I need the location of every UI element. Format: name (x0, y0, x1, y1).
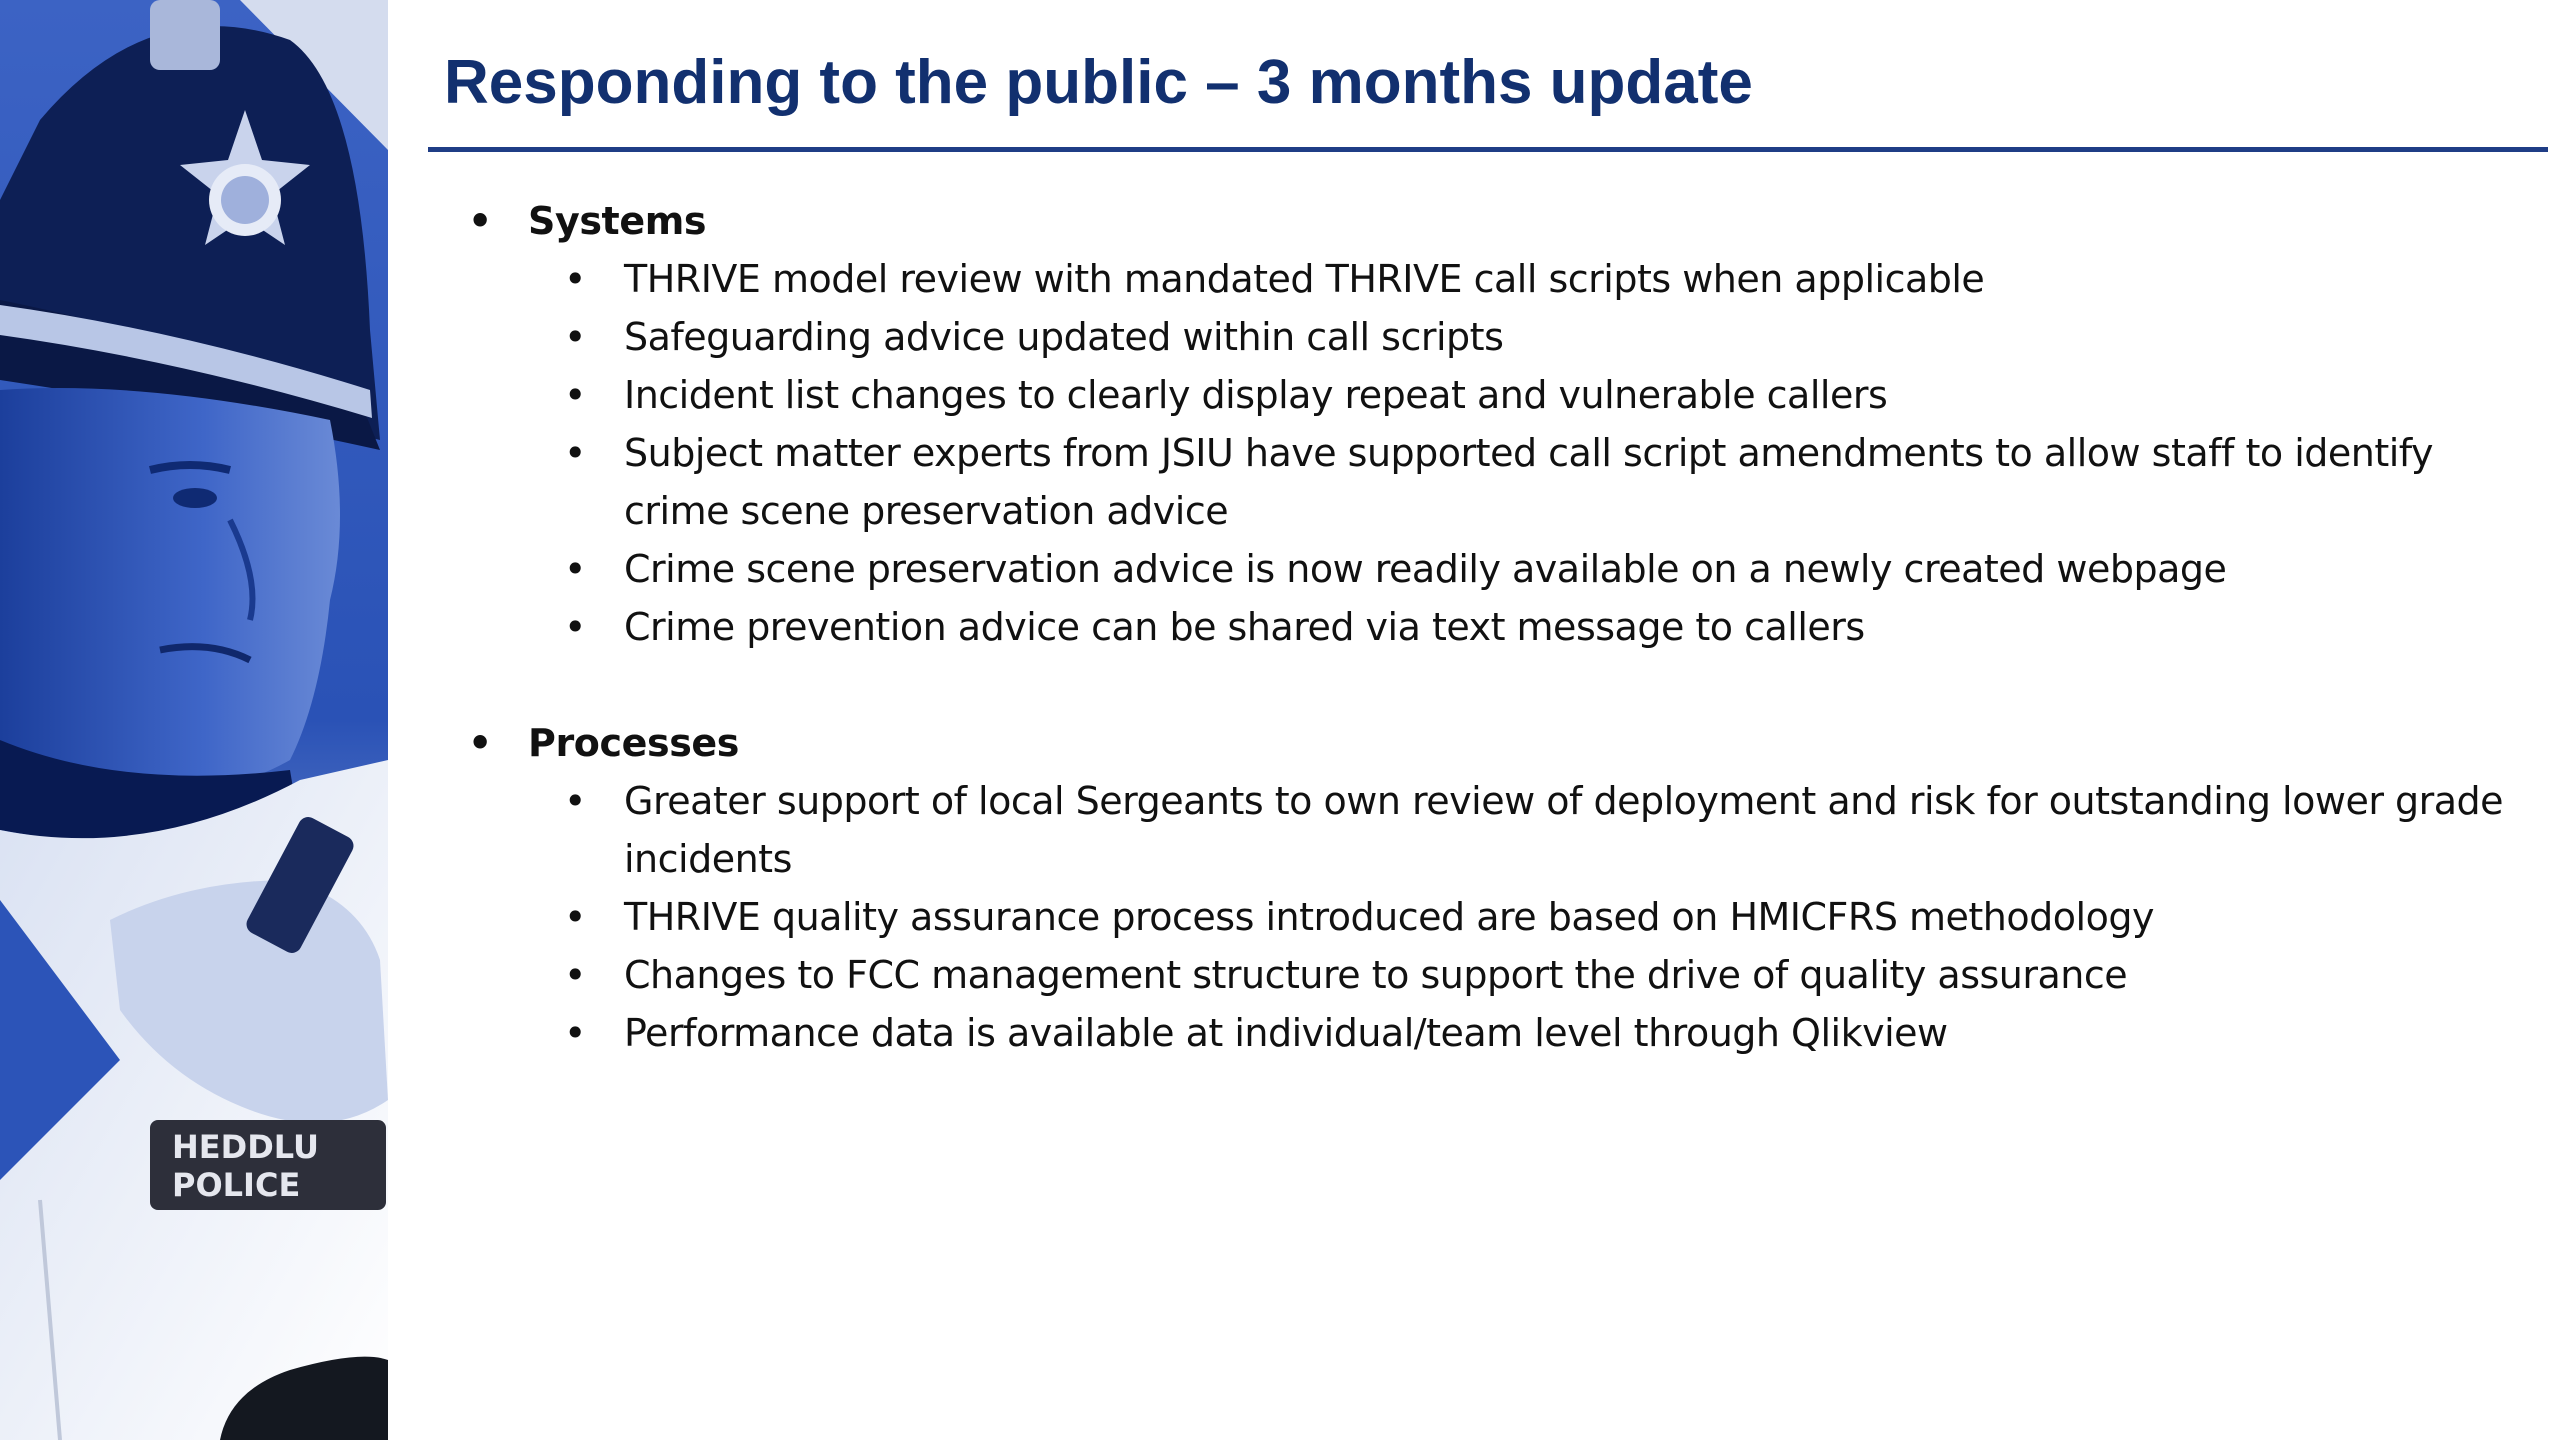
list-item (460, 308, 2520, 366)
list-item (460, 366, 2520, 424)
list-item-text: Performance data is available at individual/team level through Qlikview (624, 1011, 1948, 1055)
bullet-icon: • (564, 779, 586, 823)
list-item-text: Changes to FCC management structure to support the drive of quality assurance (624, 953, 2128, 997)
list-item-text: Subject matter experts from JSIU have supported call script amendments to allow staff to identify crime scene preservation advice (624, 431, 2434, 533)
list-item-text: Crime prevention advice can be shared via text message to callers (624, 605, 1865, 649)
list-item (460, 424, 2520, 540)
police-officer-photo (0, 0, 388, 1440)
section-heading-label: Systems (528, 199, 707, 243)
list-item (460, 772, 2520, 888)
bullet-icon: • (564, 953, 586, 997)
bullet-icon: • (564, 257, 586, 301)
list-item (460, 946, 2520, 1004)
bullet-icon: • (564, 315, 586, 359)
section-heading-label: Processes (528, 721, 740, 765)
bullet-icon: • (564, 1011, 586, 1055)
list-item-text: THRIVE model review with mandated THRIVE call scripts when applicable (624, 257, 1985, 301)
bullet-icon: • (468, 199, 492, 243)
bullet-icon: • (564, 431, 586, 475)
list-item-text: Incident list changes to clearly display repeat and vulnerable callers (624, 373, 1888, 417)
section-heading (460, 714, 2520, 772)
badge-text-line2: POLICE (172, 1166, 301, 1204)
list-item-text: Safeguarding advice updated within call scripts (624, 315, 1504, 359)
section-systems (460, 192, 2520, 656)
list-item (460, 598, 2520, 656)
list-item (460, 540, 2520, 598)
list-item (460, 1004, 2520, 1062)
list-item (460, 250, 2520, 308)
slide-content (460, 192, 2520, 1062)
list-item-text: THRIVE quality assurance process introduced are based on HMICFRS methodology (624, 895, 2154, 939)
bullet-icon: • (564, 605, 586, 649)
list-item (460, 888, 2520, 946)
bullet-icon: • (564, 895, 586, 939)
bullet-icon: • (468, 721, 492, 765)
bullet-icon: • (564, 547, 586, 591)
bullet-list (460, 772, 2520, 1062)
badge-text-line1: HEDDLU (172, 1128, 319, 1166)
bullet-icon: • (564, 373, 586, 417)
section-processes (460, 714, 2520, 1062)
police-officer-illustration (0, 0, 388, 1440)
slide-title: Responding to the public – 3 months update (444, 48, 1753, 117)
list-item-text: Crime scene preservation advice is now readily available on a newly created webpage (624, 547, 2227, 591)
list-item-text: Greater support of local Sergeants to own review of deployment and risk for outstanding lower grade incidents (624, 779, 2504, 881)
title-underline (428, 147, 2548, 152)
section-heading (460, 192, 2520, 250)
bullet-list (460, 250, 2520, 656)
